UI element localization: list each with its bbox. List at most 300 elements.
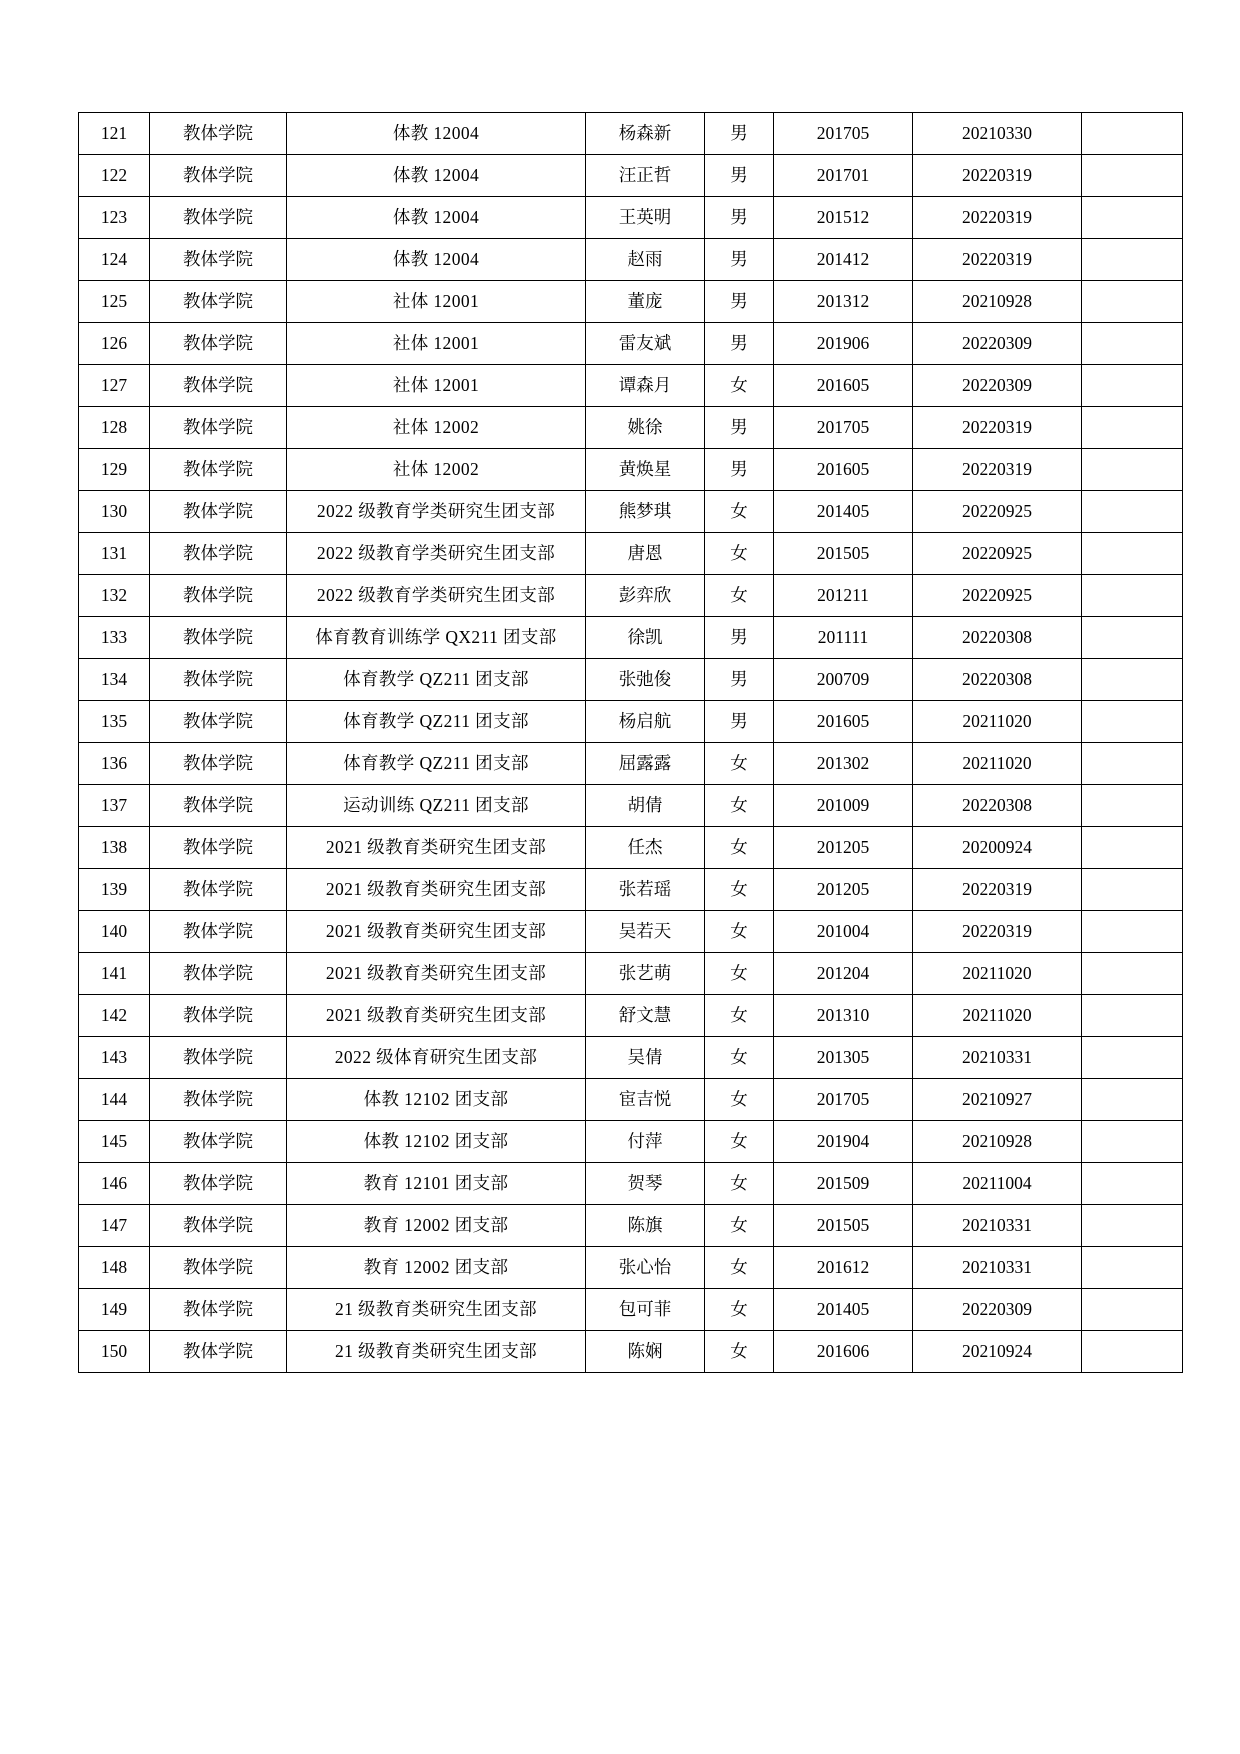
branch-text: 2022 级体育研究生团支部 bbox=[334, 1046, 538, 1067]
cell-gender: 女 bbox=[705, 491, 774, 533]
cell-college: 教体学院 bbox=[150, 953, 287, 995]
cell-branch bbox=[287, 365, 586, 407]
cell-date: 20220319 bbox=[913, 869, 1082, 911]
cell-date: 20211004 bbox=[913, 1163, 1082, 1205]
cell-branch bbox=[287, 995, 586, 1037]
branch-text: 2022 级教育学类研究生团支部 bbox=[316, 542, 556, 563]
cell-college: 教体学院 bbox=[150, 617, 287, 659]
cell-id: 201405 bbox=[774, 1289, 913, 1331]
cell-branch bbox=[287, 155, 586, 197]
cell-blank bbox=[1082, 365, 1183, 407]
cell-date: 20220308 bbox=[913, 617, 1082, 659]
cell-gender: 女 bbox=[705, 827, 774, 869]
cell-name: 徐凯 bbox=[586, 617, 705, 659]
table-row bbox=[79, 407, 1183, 449]
cell-id: 201205 bbox=[774, 827, 913, 869]
table-row bbox=[79, 827, 1183, 869]
cell-name: 吴若天 bbox=[586, 911, 705, 953]
cell-blank bbox=[1082, 1205, 1183, 1247]
cell-name: 付萍 bbox=[586, 1121, 705, 1163]
cell-gender: 男 bbox=[705, 197, 774, 239]
cell-gender: 男 bbox=[705, 407, 774, 449]
cell-name: 汪正哲 bbox=[586, 155, 705, 197]
cell-blank bbox=[1082, 659, 1183, 701]
branch-text: 体育教育训练学 QX211 团支部 bbox=[315, 626, 557, 647]
cell-index: 145 bbox=[79, 1121, 150, 1163]
branch-text: 体育教学 QZ211 团支部 bbox=[343, 710, 529, 731]
cell-college: 教体学院 bbox=[150, 827, 287, 869]
cell-college: 教体学院 bbox=[150, 197, 287, 239]
cell-index: 143 bbox=[79, 1037, 150, 1079]
cell-college: 教体学院 bbox=[150, 995, 287, 1037]
cell-index: 123 bbox=[79, 197, 150, 239]
cell-branch bbox=[287, 407, 586, 449]
branch-text: 社体 12001 bbox=[392, 290, 480, 311]
cell-blank bbox=[1082, 281, 1183, 323]
cell-id: 201305 bbox=[774, 1037, 913, 1079]
branch-text: 体教 12004 bbox=[392, 206, 480, 227]
cell-gender: 女 bbox=[705, 365, 774, 407]
table-row bbox=[79, 743, 1183, 785]
cell-gender: 男 bbox=[705, 113, 774, 155]
cell-date: 20210331 bbox=[913, 1205, 1082, 1247]
cell-college: 教体学院 bbox=[150, 575, 287, 617]
table-row bbox=[79, 701, 1183, 743]
branch-text: 2021 级教育类研究生团支部 bbox=[325, 836, 547, 857]
branch-text: 教育 12101 团支部 bbox=[363, 1172, 509, 1193]
cell-date: 20200924 bbox=[913, 827, 1082, 869]
cell-id: 201405 bbox=[774, 491, 913, 533]
cell-name: 屈露露 bbox=[586, 743, 705, 785]
cell-index: 122 bbox=[79, 155, 150, 197]
cell-name: 张心怡 bbox=[586, 1247, 705, 1289]
cell-blank bbox=[1082, 869, 1183, 911]
cell-gender: 女 bbox=[705, 575, 774, 617]
cell-id: 201605 bbox=[774, 365, 913, 407]
cell-id: 201705 bbox=[774, 113, 913, 155]
branch-text: 2021 级教育类研究生团支部 bbox=[325, 962, 547, 983]
cell-gender: 男 bbox=[705, 155, 774, 197]
cell-college: 教体学院 bbox=[150, 1205, 287, 1247]
cell-id: 201111 bbox=[774, 617, 913, 659]
cell-name: 杨森新 bbox=[586, 113, 705, 155]
cell-index: 129 bbox=[79, 449, 150, 491]
cell-blank bbox=[1082, 1247, 1183, 1289]
cell-index: 121 bbox=[79, 113, 150, 155]
cell-college: 教体学院 bbox=[150, 491, 287, 533]
cell-branch bbox=[287, 533, 586, 575]
cell-index: 140 bbox=[79, 911, 150, 953]
cell-college: 教体学院 bbox=[150, 239, 287, 281]
cell-gender: 女 bbox=[705, 953, 774, 995]
cell-index: 124 bbox=[79, 239, 150, 281]
branch-text: 体教 12004 bbox=[392, 248, 480, 269]
cell-name: 舒文慧 bbox=[586, 995, 705, 1037]
cell-gender: 女 bbox=[705, 1289, 774, 1331]
branch-text: 21 级教育类研究生团支部 bbox=[334, 1298, 538, 1319]
table-row bbox=[79, 1121, 1183, 1163]
cell-blank bbox=[1082, 617, 1183, 659]
cell-blank bbox=[1082, 701, 1183, 743]
cell-date: 20211020 bbox=[913, 953, 1082, 995]
table-row bbox=[79, 449, 1183, 491]
cell-name: 黄焕星 bbox=[586, 449, 705, 491]
cell-id: 201004 bbox=[774, 911, 913, 953]
cell-index: 146 bbox=[79, 1163, 150, 1205]
cell-college: 教体学院 bbox=[150, 1247, 287, 1289]
cell-branch bbox=[287, 1079, 586, 1121]
cell-id: 201211 bbox=[774, 575, 913, 617]
cell-gender: 男 bbox=[705, 617, 774, 659]
cell-id: 201302 bbox=[774, 743, 913, 785]
cell-blank bbox=[1082, 743, 1183, 785]
table-row bbox=[79, 1331, 1183, 1373]
cell-date: 20210928 bbox=[913, 1121, 1082, 1163]
cell-branch bbox=[287, 281, 586, 323]
cell-branch bbox=[287, 1163, 586, 1205]
cell-index: 130 bbox=[79, 491, 150, 533]
cell-branch bbox=[287, 1121, 586, 1163]
cell-name: 王英明 bbox=[586, 197, 705, 239]
cell-gender: 男 bbox=[705, 239, 774, 281]
cell-date: 20210927 bbox=[913, 1079, 1082, 1121]
cell-index: 125 bbox=[79, 281, 150, 323]
cell-id: 201612 bbox=[774, 1247, 913, 1289]
cell-name: 姚徐 bbox=[586, 407, 705, 449]
cell-date: 20220309 bbox=[913, 323, 1082, 365]
cell-index: 135 bbox=[79, 701, 150, 743]
cell-date: 20220319 bbox=[913, 197, 1082, 239]
cell-id: 201904 bbox=[774, 1121, 913, 1163]
cell-index: 139 bbox=[79, 869, 150, 911]
cell-branch bbox=[287, 197, 586, 239]
cell-branch bbox=[287, 617, 586, 659]
table-row bbox=[79, 155, 1183, 197]
cell-name: 张艺萌 bbox=[586, 953, 705, 995]
cell-branch bbox=[287, 1331, 586, 1373]
table-row bbox=[79, 953, 1183, 995]
branch-text: 体育教学 QZ211 团支部 bbox=[343, 752, 529, 773]
cell-name: 陈旗 bbox=[586, 1205, 705, 1247]
cell-college: 教体学院 bbox=[150, 659, 287, 701]
cell-blank bbox=[1082, 533, 1183, 575]
branch-text: 21 级教育类研究生团支部 bbox=[334, 1340, 538, 1361]
cell-college: 教体学院 bbox=[150, 785, 287, 827]
branch-text: 社体 12001 bbox=[392, 374, 480, 395]
cell-date: 20211020 bbox=[913, 701, 1082, 743]
cell-name: 熊梦琪 bbox=[586, 491, 705, 533]
table-row bbox=[79, 1037, 1183, 1079]
cell-gender: 男 bbox=[705, 281, 774, 323]
cell-gender: 女 bbox=[705, 995, 774, 1037]
cell-college: 教体学院 bbox=[150, 869, 287, 911]
cell-gender: 女 bbox=[705, 1079, 774, 1121]
cell-date: 20220308 bbox=[913, 659, 1082, 701]
cell-name: 赵雨 bbox=[586, 239, 705, 281]
table-row bbox=[79, 911, 1183, 953]
branch-text: 社体 12002 bbox=[392, 416, 480, 437]
cell-name: 彭弈欣 bbox=[586, 575, 705, 617]
table-row bbox=[79, 995, 1183, 1037]
cell-blank bbox=[1082, 239, 1183, 281]
cell-id: 201605 bbox=[774, 701, 913, 743]
cell-date: 20210331 bbox=[913, 1037, 1082, 1079]
branch-text: 2021 级教育类研究生团支部 bbox=[325, 1004, 547, 1025]
cell-date: 20220309 bbox=[913, 1289, 1082, 1331]
cell-gender: 女 bbox=[705, 1331, 774, 1373]
cell-name: 唐恩 bbox=[586, 533, 705, 575]
cell-college: 教体学院 bbox=[150, 1079, 287, 1121]
cell-blank bbox=[1082, 1331, 1183, 1373]
cell-index: 131 bbox=[79, 533, 150, 575]
cell-college: 教体学院 bbox=[150, 449, 287, 491]
cell-college: 教体学院 bbox=[150, 113, 287, 155]
cell-id: 201606 bbox=[774, 1331, 913, 1373]
cell-index: 128 bbox=[79, 407, 150, 449]
cell-blank bbox=[1082, 1079, 1183, 1121]
cell-date: 20210924 bbox=[913, 1331, 1082, 1373]
cell-index: 127 bbox=[79, 365, 150, 407]
cell-college: 教体学院 bbox=[150, 1289, 287, 1331]
cell-gender: 女 bbox=[705, 1205, 774, 1247]
cell-date: 20220308 bbox=[913, 785, 1082, 827]
cell-branch bbox=[287, 1205, 586, 1247]
cell-id: 201310 bbox=[774, 995, 913, 1037]
cell-date: 20220319 bbox=[913, 155, 1082, 197]
cell-id: 201705 bbox=[774, 407, 913, 449]
cell-gender: 女 bbox=[705, 911, 774, 953]
branch-text: 2021 级教育类研究生团支部 bbox=[325, 878, 547, 899]
cell-date: 20220319 bbox=[913, 239, 1082, 281]
cell-college: 教体学院 bbox=[150, 743, 287, 785]
table-row bbox=[79, 1163, 1183, 1205]
cell-name: 宦吉悦 bbox=[586, 1079, 705, 1121]
cell-name: 陈娴 bbox=[586, 1331, 705, 1373]
table-row bbox=[79, 617, 1183, 659]
cell-gender: 女 bbox=[705, 743, 774, 785]
cell-branch bbox=[287, 743, 586, 785]
cell-blank bbox=[1082, 155, 1183, 197]
cell-branch bbox=[287, 701, 586, 743]
cell-date: 20220319 bbox=[913, 407, 1082, 449]
cell-branch bbox=[287, 1289, 586, 1331]
branch-text: 运动训练 QZ211 团支部 bbox=[343, 794, 529, 815]
cell-college: 教体学院 bbox=[150, 1121, 287, 1163]
cell-blank bbox=[1082, 827, 1183, 869]
cell-name: 张弛俊 bbox=[586, 659, 705, 701]
cell-branch bbox=[287, 113, 586, 155]
table-row bbox=[79, 575, 1183, 617]
branch-text: 体教 12102 团支部 bbox=[363, 1088, 509, 1109]
branch-text: 社体 12001 bbox=[392, 332, 480, 353]
cell-name: 吴倩 bbox=[586, 1037, 705, 1079]
cell-id: 201509 bbox=[774, 1163, 913, 1205]
cell-name: 张若瑶 bbox=[586, 869, 705, 911]
cell-index: 133 bbox=[79, 617, 150, 659]
branch-text: 2021 级教育类研究生团支部 bbox=[325, 920, 547, 941]
cell-date: 20220925 bbox=[913, 533, 1082, 575]
cell-branch bbox=[287, 491, 586, 533]
branch-text: 体育教学 QZ211 团支部 bbox=[343, 668, 529, 689]
cell-index: 150 bbox=[79, 1331, 150, 1373]
cell-date: 20211020 bbox=[913, 743, 1082, 785]
table-row bbox=[79, 281, 1183, 323]
cell-college: 教体学院 bbox=[150, 911, 287, 953]
cell-blank bbox=[1082, 953, 1183, 995]
cell-name: 任杰 bbox=[586, 827, 705, 869]
cell-id: 201412 bbox=[774, 239, 913, 281]
cell-index: 137 bbox=[79, 785, 150, 827]
cell-gender: 女 bbox=[705, 1163, 774, 1205]
branch-text: 2022 级教育学类研究生团支部 bbox=[316, 584, 556, 605]
cell-name: 贺琴 bbox=[586, 1163, 705, 1205]
branch-text: 教育 12002 团支部 bbox=[363, 1256, 509, 1277]
roster-table bbox=[78, 112, 1183, 1373]
branch-text: 2022 级教育学类研究生团支部 bbox=[316, 500, 556, 521]
table-row bbox=[79, 1247, 1183, 1289]
cell-index: 126 bbox=[79, 323, 150, 365]
cell-id: 201705 bbox=[774, 1079, 913, 1121]
table-row bbox=[79, 197, 1183, 239]
cell-blank bbox=[1082, 1289, 1183, 1331]
cell-branch bbox=[287, 323, 586, 365]
cell-college: 教体学院 bbox=[150, 323, 287, 365]
cell-college: 教体学院 bbox=[150, 533, 287, 575]
cell-name: 谭森月 bbox=[586, 365, 705, 407]
cell-name: 雷友斌 bbox=[586, 323, 705, 365]
branch-text: 教育 12002 团支部 bbox=[363, 1214, 509, 1235]
cell-blank bbox=[1082, 449, 1183, 491]
cell-college: 教体学院 bbox=[150, 365, 287, 407]
cell-college: 教体学院 bbox=[150, 281, 287, 323]
table-row bbox=[79, 533, 1183, 575]
cell-gender: 女 bbox=[705, 533, 774, 575]
cell-branch bbox=[287, 953, 586, 995]
cell-index: 142 bbox=[79, 995, 150, 1037]
cell-blank bbox=[1082, 323, 1183, 365]
cell-branch bbox=[287, 659, 586, 701]
cell-blank bbox=[1082, 113, 1183, 155]
table-row bbox=[79, 491, 1183, 533]
cell-index: 144 bbox=[79, 1079, 150, 1121]
cell-blank bbox=[1082, 491, 1183, 533]
cell-index: 138 bbox=[79, 827, 150, 869]
cell-date: 20210330 bbox=[913, 113, 1082, 155]
cell-blank bbox=[1082, 575, 1183, 617]
cell-blank bbox=[1082, 995, 1183, 1037]
cell-id: 200709 bbox=[774, 659, 913, 701]
cell-index: 147 bbox=[79, 1205, 150, 1247]
branch-text: 社体 12002 bbox=[392, 458, 480, 479]
cell-id: 201701 bbox=[774, 155, 913, 197]
cell-gender: 女 bbox=[705, 869, 774, 911]
cell-gender: 女 bbox=[705, 785, 774, 827]
table-row bbox=[79, 659, 1183, 701]
table-row bbox=[79, 1205, 1183, 1247]
cell-name: 杨启航 bbox=[586, 701, 705, 743]
cell-id: 201204 bbox=[774, 953, 913, 995]
cell-blank bbox=[1082, 1121, 1183, 1163]
cell-date: 20220925 bbox=[913, 491, 1082, 533]
cell-gender: 男 bbox=[705, 701, 774, 743]
cell-name: 胡倩 bbox=[586, 785, 705, 827]
cell-gender: 女 bbox=[705, 1247, 774, 1289]
branch-text: 体教 12004 bbox=[392, 164, 480, 185]
cell-branch bbox=[287, 449, 586, 491]
cell-date: 20220319 bbox=[913, 449, 1082, 491]
cell-branch bbox=[287, 911, 586, 953]
cell-index: 134 bbox=[79, 659, 150, 701]
cell-college: 教体学院 bbox=[150, 701, 287, 743]
cell-branch bbox=[287, 1037, 586, 1079]
cell-date: 20220925 bbox=[913, 575, 1082, 617]
table-row bbox=[79, 785, 1183, 827]
cell-date: 20220319 bbox=[913, 911, 1082, 953]
cell-college: 教体学院 bbox=[150, 407, 287, 449]
cell-id: 201512 bbox=[774, 197, 913, 239]
cell-branch bbox=[287, 827, 586, 869]
table-row bbox=[79, 365, 1183, 407]
cell-name: 包可菲 bbox=[586, 1289, 705, 1331]
cell-index: 132 bbox=[79, 575, 150, 617]
cell-date: 20210928 bbox=[913, 281, 1082, 323]
cell-blank bbox=[1082, 1163, 1183, 1205]
cell-branch bbox=[287, 1247, 586, 1289]
cell-blank bbox=[1082, 911, 1183, 953]
cell-branch bbox=[287, 239, 586, 281]
cell-index: 148 bbox=[79, 1247, 150, 1289]
cell-blank bbox=[1082, 197, 1183, 239]
cell-id: 201906 bbox=[774, 323, 913, 365]
table-row bbox=[79, 239, 1183, 281]
cell-college: 教体学院 bbox=[150, 1163, 287, 1205]
branch-text: 体教 12102 团支部 bbox=[363, 1130, 509, 1151]
cell-gender: 男 bbox=[705, 449, 774, 491]
cell-id: 201605 bbox=[774, 449, 913, 491]
cell-id: 201205 bbox=[774, 869, 913, 911]
roster-table-body bbox=[79, 113, 1183, 1373]
table-row bbox=[79, 1289, 1183, 1331]
cell-id: 201505 bbox=[774, 1205, 913, 1247]
cell-blank bbox=[1082, 407, 1183, 449]
cell-college: 教体学院 bbox=[150, 155, 287, 197]
cell-id: 201312 bbox=[774, 281, 913, 323]
cell-index: 149 bbox=[79, 1289, 150, 1331]
cell-id: 201505 bbox=[774, 533, 913, 575]
table-row bbox=[79, 869, 1183, 911]
cell-gender: 女 bbox=[705, 1121, 774, 1163]
cell-college: 教体学院 bbox=[150, 1037, 287, 1079]
cell-index: 141 bbox=[79, 953, 150, 995]
cell-branch bbox=[287, 869, 586, 911]
cell-branch bbox=[287, 575, 586, 617]
cell-date: 20220309 bbox=[913, 365, 1082, 407]
cell-gender: 女 bbox=[705, 1037, 774, 1079]
cell-gender: 男 bbox=[705, 659, 774, 701]
cell-blank bbox=[1082, 785, 1183, 827]
cell-blank bbox=[1082, 1037, 1183, 1079]
table-row bbox=[79, 323, 1183, 365]
table-row bbox=[79, 1079, 1183, 1121]
cell-name: 董庞 bbox=[586, 281, 705, 323]
branch-text: 体教 12004 bbox=[392, 122, 480, 143]
cell-gender: 男 bbox=[705, 323, 774, 365]
cell-id: 201009 bbox=[774, 785, 913, 827]
cell-index: 136 bbox=[79, 743, 150, 785]
cell-date: 20211020 bbox=[913, 995, 1082, 1037]
table-row bbox=[79, 113, 1183, 155]
cell-college: 教体学院 bbox=[150, 1331, 287, 1373]
